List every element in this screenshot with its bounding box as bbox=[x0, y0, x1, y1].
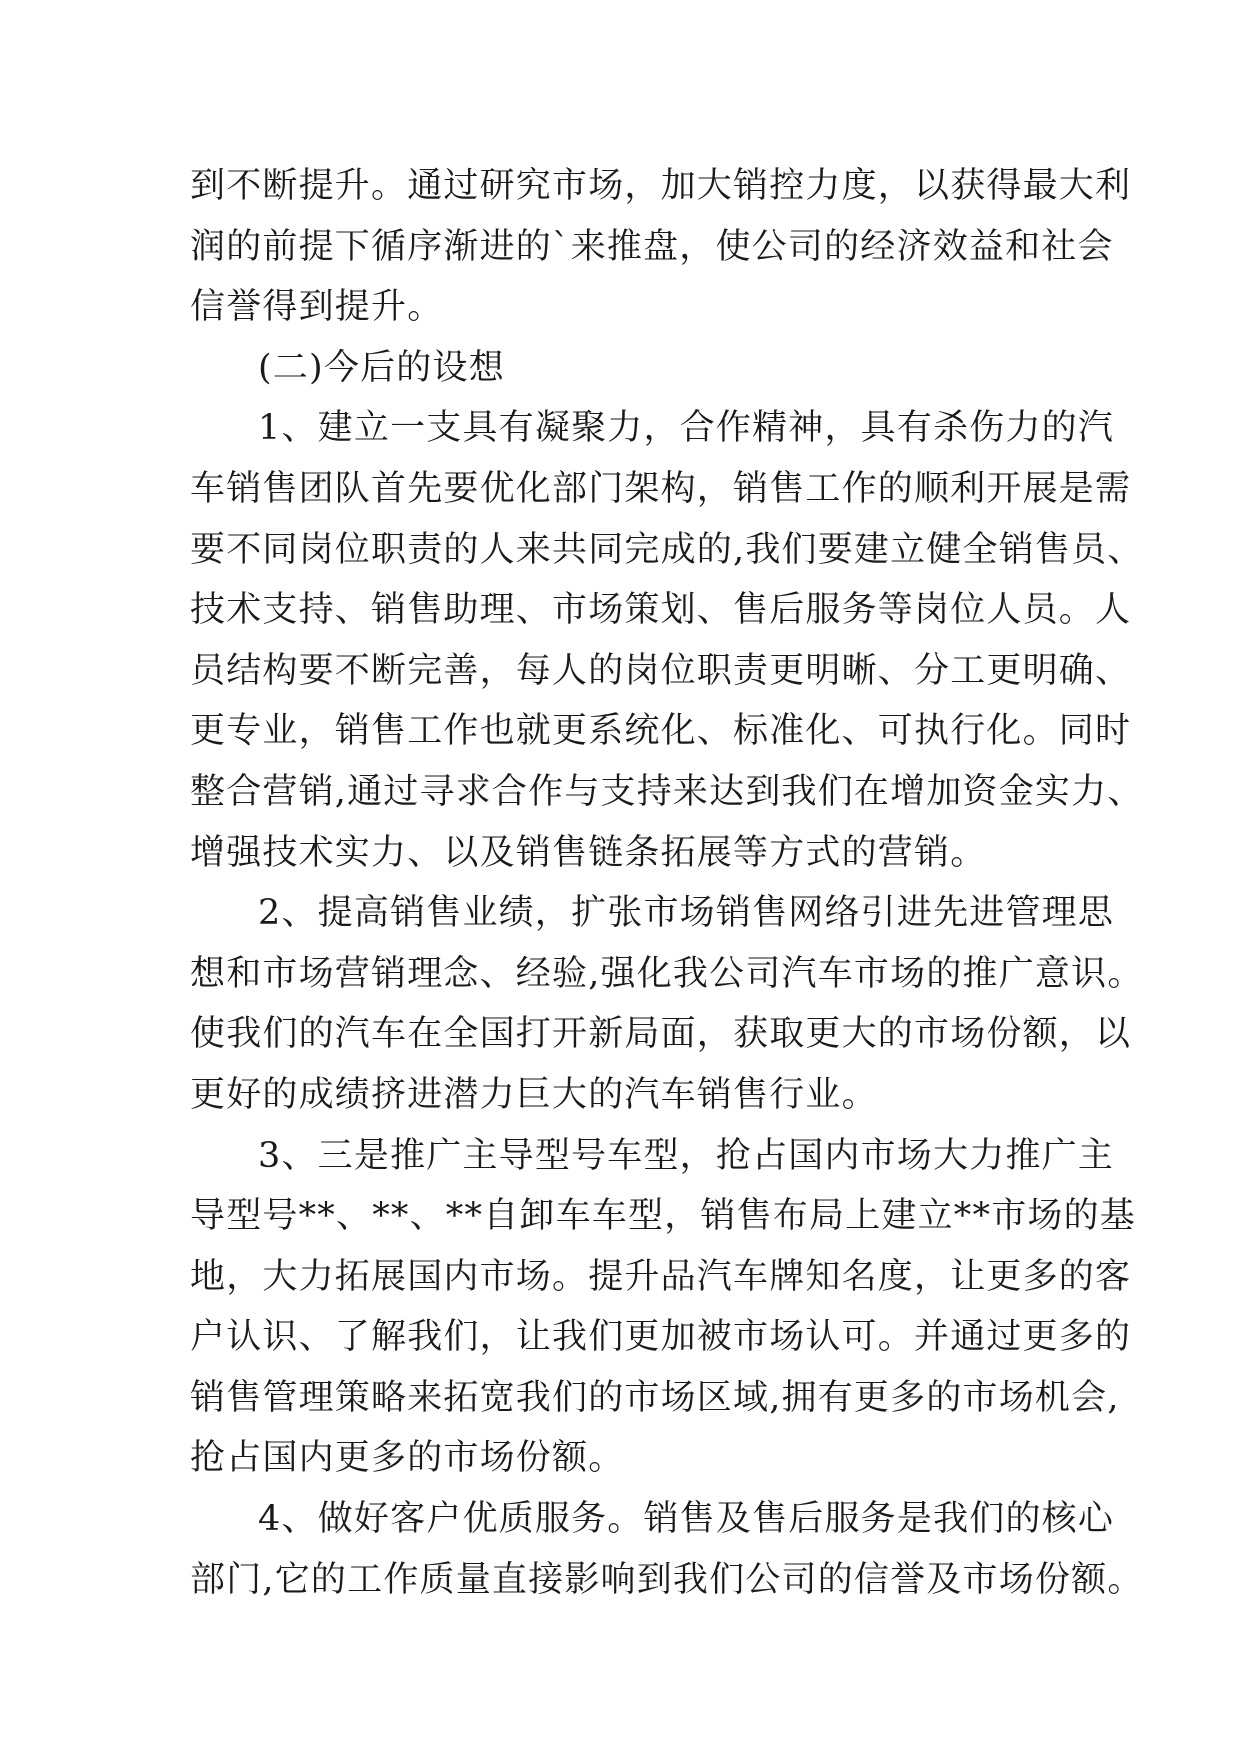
document-body bbox=[190, 156, 1144, 1610]
text-line: 要不同岗位职责的人来共同完成的,我们要建立健全销售员、 bbox=[190, 529, 1144, 570]
text-line: 技术支持、销售助理、市场策划、售后服务等岗位人员。人 bbox=[190, 590, 1132, 631]
text-line: 地，大力拓展国内市场。提升品汽车牌知名度，让更多的客 bbox=[190, 1256, 1132, 1297]
text-line: 润的前提下循序渐进的`来推盘，使公司的经济效益和社会 bbox=[190, 226, 1114, 267]
paragraph-3-start: 3、三是推广主导型号车型，抢占国内市场大力推广主 bbox=[258, 1135, 1115, 1176]
text-line: 车销售团队首先要优化部门架构，销售工作的顺利开展是需 bbox=[190, 468, 1132, 509]
text-line: 想和市场营销理念、经验,强化我公司汽车市场的推广意识。 bbox=[190, 953, 1144, 994]
text-line: 更专业，销售工作也就更系统化、标准化、可执行化。同时 bbox=[190, 711, 1132, 752]
text-line: 到不断提升。通过研究市场，加大销控力度，以获得最大利 bbox=[190, 166, 1132, 206]
text-line: 销售管理策略来拓宽我们的市场区域,拥有更多的市场机会, bbox=[190, 1377, 1120, 1418]
paragraph-2-start: 2、提高销售业绩，扩张市场销售网络引进先进管理思 bbox=[258, 893, 1115, 934]
text-line: 信誉得到提升。 bbox=[190, 287, 444, 328]
text-line: 部门,它的工作质量直接影响到我们公司的信誉及市场份额。 bbox=[190, 1559, 1144, 1600]
paragraph-4-start: 4、做好客户优质服务。销售及售后服务是我们的核心 bbox=[258, 1499, 1115, 1540]
text-line: 抢占国内更多的市场份额。 bbox=[190, 1438, 625, 1479]
text-line: 更好的成绩挤进潜力巨大的汽车销售行业。 bbox=[190, 1074, 878, 1115]
text-line: 整合营销,通过寻求合作与支持来达到我们在增加资金实力、 bbox=[190, 771, 1144, 812]
section-heading: (二)今后的设想 bbox=[258, 347, 505, 388]
paragraph-1-start: 1、建立一支具有凝聚力，合作精神，具有杀伤力的汽 bbox=[258, 408, 1115, 449]
text-line: 员结构要不断完善，每人的岗位职责更明晰、分工更明确、 bbox=[190, 650, 1132, 691]
text-line: 导型号**、**、**自卸车车型，销售布局上建立**市场的基 bbox=[190, 1196, 1137, 1237]
text-line: 使我们的汽车在全国打开新局面，获取更大的市场份额，以 bbox=[190, 1014, 1132, 1055]
text-line: 增强技术实力、以及销售链条拓展等方式的营销。 bbox=[190, 832, 987, 873]
text-line: 户认识、了解我们，让我们更加被市场认可。并通过更多的 bbox=[190, 1317, 1132, 1358]
